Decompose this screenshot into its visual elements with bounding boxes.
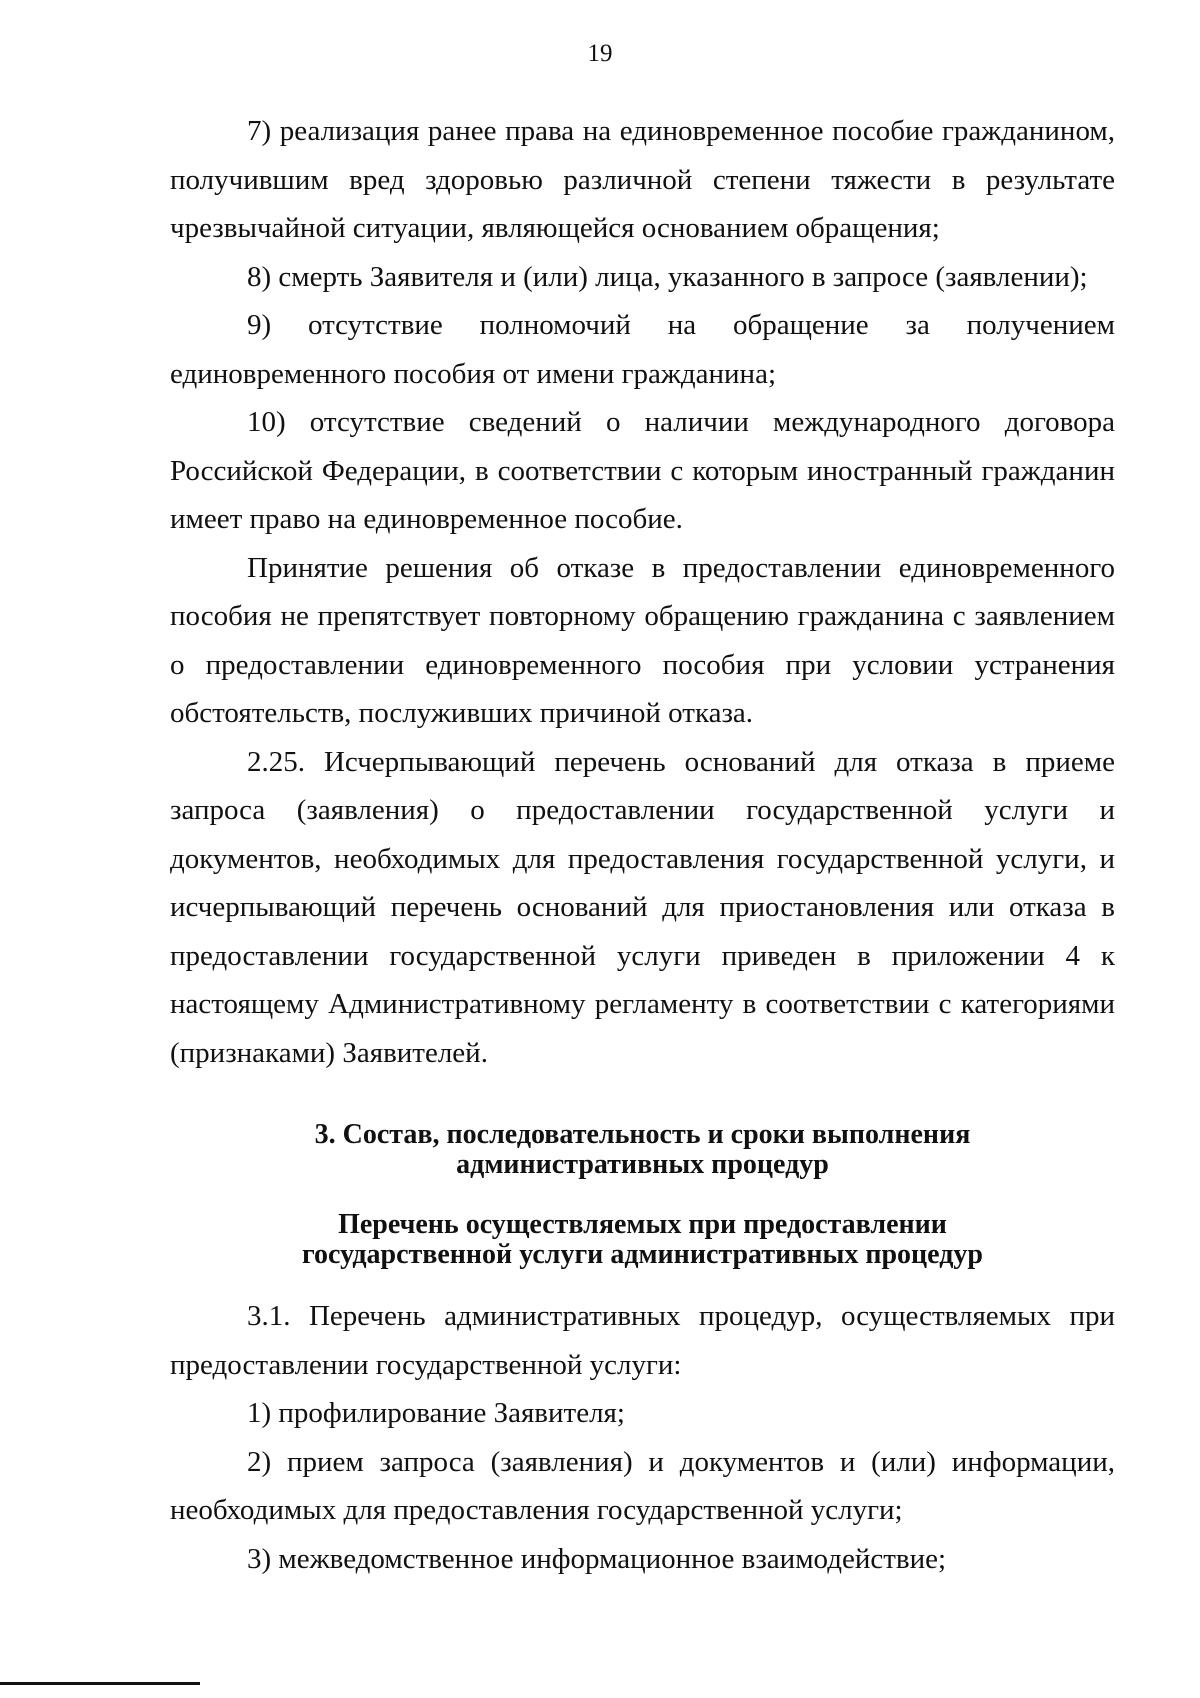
list-item-3: 3) межведомственное информационное взаимодействие; — [247, 1542, 947, 1575]
section-3-title-line-1: 3. Состав, последовательность и сроки выполнения — [314, 1119, 971, 1150]
paragraph-2-25: 2.25. Исчерпывающий перечень оснований для отказа в приеме запроса (заявления) о предоставлении государственной услуги и документов, необходимых для предоставления государственной услуги, и исчерпывающий перечень оснований для приостановления или отказа в предоставлении государственной услуги приведен в приложении 4 к настоящему Административному регламенту в соответствии с категориями (признаками) Заявителей. — [170, 745, 1115, 1069]
section-3-heading-block — [170, 1120, 1115, 1180]
section-3-subtitle-line-2: государственной услуги административных процедур — [302, 1239, 983, 1270]
paragraph-item-7: 7) реализация ранее права на единовременное пособие гражданином, получившим вред здоровью различной степени тяжести в результате чрезвычайной ситуации, являющейся основанием обращения; — [170, 115, 1115, 244]
paragraph-item-10: 10) отсутствие сведений о наличии международного договора Российской Федерации, в соответствии с которым иностранный гражданин имеет право на единовременное пособие. — [170, 406, 1115, 535]
paragraph-item-9: 9) отсутствие полномочий на обращение за получением единовременного пособия от имени гражданина; — [170, 309, 1115, 390]
list-item-1: 1) профилирование Заявителя; — [247, 1397, 625, 1429]
section-3-subtitle-line-1: Перечень осуществляемых при предоставлении — [338, 1209, 947, 1240]
list-item-2: 2) прием запроса (заявления) и документов и (или) информации, необходимых для предоставления государственной услуги; — [170, 1445, 1115, 1526]
body-text-upper — [170, 107, 1115, 1077]
body-text-lower — [170, 1292, 1115, 1583]
section-3-title-line-2: административных процедур — [456, 1149, 829, 1180]
paragraph-refusal-note: Принятие решения об отказе в предоставлении единовременного пособия не препятствует повторному обращению гражданина с заявлением о предоставлении единовременного пособия при условии устранения обстоятельств, послуживших причиной отказа. — [170, 551, 1115, 729]
page-number: 19 — [587, 40, 613, 67]
paragraph-3-1: 3.1. Перечень административных процедур, осуществляемых при предоставлении государственной услуги: — [170, 1300, 1115, 1381]
paragraph-item-8: 8) смерть Заявителя и (или) лица, указанного в запросе (заявлении); — [247, 260, 1088, 293]
section-3-subtitle-block — [170, 1210, 1115, 1270]
footer-rule — [0, 1682, 200, 1685]
